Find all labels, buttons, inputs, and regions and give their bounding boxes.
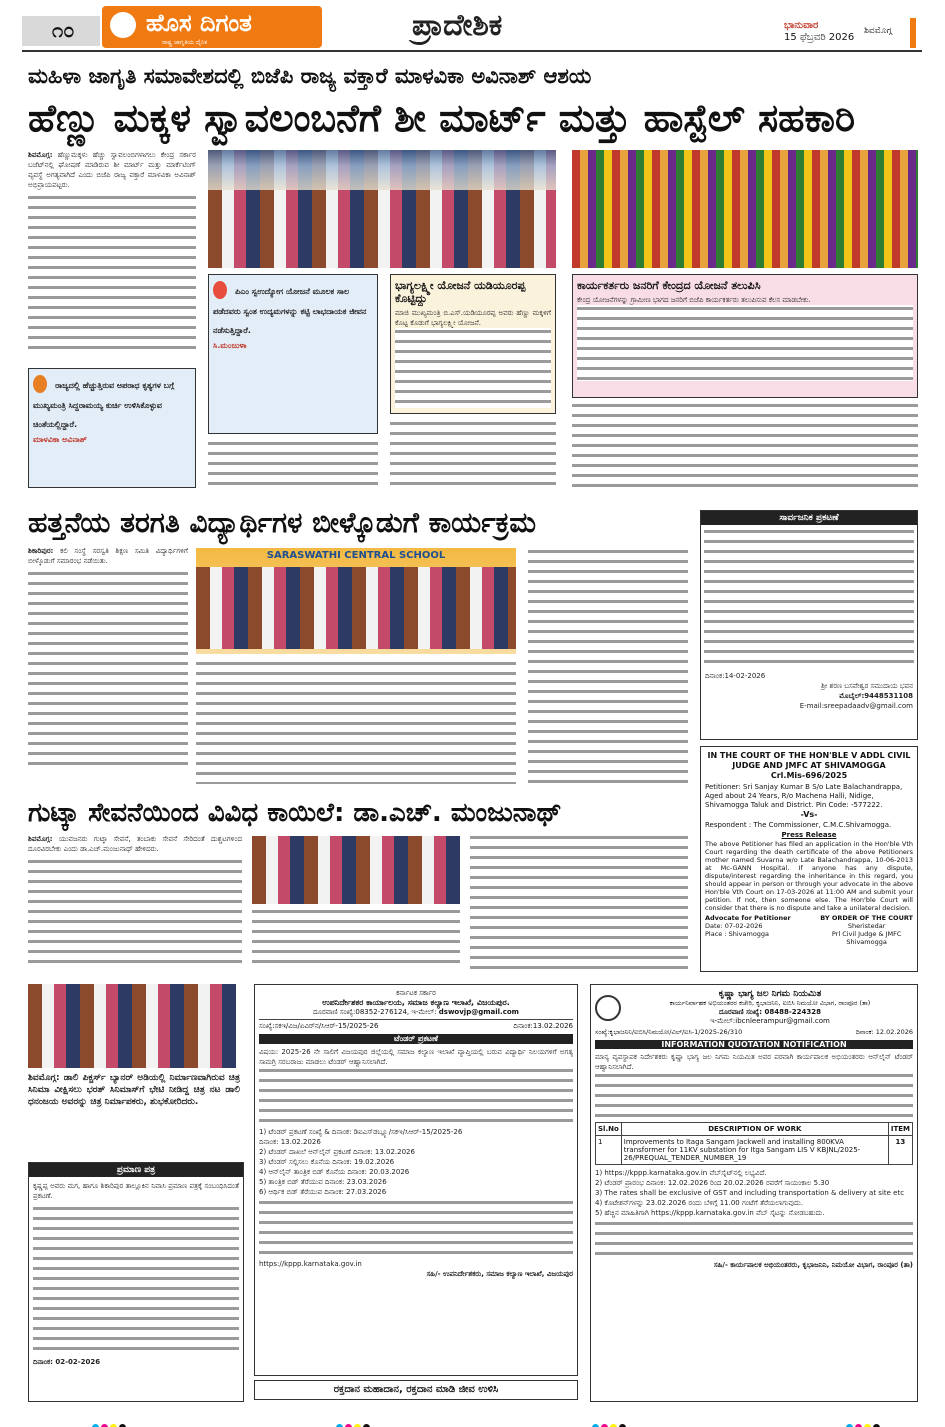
tender-sign: ಸಹಿ/- ಉಪನಿರ್ದೇಶಕರು, ಸಮಾಜ ಕಲ್ಯಾಣ ಇಲಾಖೆ, ವಿಜಯಪುರ (426, 1270, 573, 1278)
kbjnl-notice (590, 984, 918, 1402)
page-header (22, 6, 922, 48)
kbjnl-td-desc: Improvements to Itaga Sangam Jackwell and installing 800KVA transformer for 11KV substation for Itga Sangam LIS V KBJNL/2025-26/PREQUAL_TENDER_NUMBER_19 (621, 1136, 888, 1165)
court-order: BY ORDER OF THE COURT (820, 914, 913, 922)
story2-body-text (28, 570, 188, 770)
story2-col2-text (196, 660, 516, 784)
kbjnl-more (595, 1220, 913, 1260)
print-registration-marks (0, 1412, 945, 1427)
box1-title: ಭಾಗ್ಯಲಕ್ಷ್ಮೀ ಯೋಜನೆ ಯಡಿಯೂರಪ್ಪ ಕೊಟ್ಟಿದ್ದು (395, 279, 526, 305)
box-karyakartaru (572, 274, 918, 398)
tender-d3: 3) ಟೆಂಡರ್ ಸಲ್ಲಿಸಲು ಕೊನೆಯ ದಿನಾಂಕ: 19.02.2026 (259, 1158, 395, 1166)
quote-drop-icon (33, 375, 47, 393)
story1-col4-text (572, 402, 918, 490)
blood-donation-slogan: ರಕ್ತದಾನ ಮಹಾದಾನ, ರಕ್ತದಾನ ಮಾಡಿ ಜೀವ ಉಳಿಸಿ (254, 1380, 578, 1400)
court-adv: Advocate for Petitioner (705, 914, 791, 922)
court-body: The above Petitioner has filed an application in the Hon'ble Vth Court regarding the death certificate of the above Petitioners mother named Suvarna w/o Late Balachandrappa, 10-06-2013 at Mc-GANN Hospital. If anyone has any dispute, dispute/interest regarding the inheritance in this regard, you should appear in person or through your advocate in the above Hon'ble Vth Court on 17-03-2026 at 11:00 AM and submit your petition. If not, then someone else. The Hon'ble Court will consider that there is no dispute and take a unilateral decision. (705, 840, 913, 912)
court-date: Date: 07-02-2026 (705, 922, 763, 930)
tender-phone: ದೂರವಾಣಿ ಸಂಖ್ಯೆ:08352-276124, ಇ-ಮೇಲ್: (313, 1008, 437, 1016)
story1-photo-stage (208, 150, 556, 268)
issue-date-text: 15 ಫೆಬ್ರವರಿ 2026 (784, 32, 855, 43)
story1-body (28, 150, 196, 365)
kbjnl-org: ಕೃಷ್ಣಾ ಭಾಗ್ಯ ಜಲ ನಿಗಮ ನಿಯಮಿತ (718, 989, 822, 999)
quote-drop-icon-2 (213, 281, 227, 299)
kbjnl-sign: ಸಹಿ/- ಕಾರ್ಯಪಾಲಕ ಅಭಿಯಂತರರು, ಕೃಭಾಜನಿನಿ, ನಿಮಯೋ ವಿಭಾಗ, ರಾಂಪೂರ (ತಾ) (713, 1261, 913, 1269)
quote-2-by: ಸಿ.ಮಂಜುಳಾ (213, 340, 247, 350)
tender-title: ಟೆಂಡರ್ ಪ್ರಕಟಣೆ (259, 1034, 573, 1044)
tender-d1b: ದಿನಾಂಕ: 13.02.2026 (259, 1138, 321, 1146)
pramana-title: ಪ್ರಮಾಣ ಪತ್ರ (29, 1163, 243, 1177)
story3-col2-text (252, 908, 460, 970)
tender-dates (259, 1127, 573, 1197)
kbjnl-ref: ಸಂಖ್ಯೆ:ಕೃಭಾಜನಿನಿ/ಐಬಿಸಿ/ನಿಮಯೋ/ವಿಲ್/ಐಸಿ-1/2025-26/310 (595, 1028, 743, 1036)
table-row (596, 1136, 913, 1165)
page-number: ೧೦ (22, 16, 100, 46)
newspaper-logo (102, 6, 322, 48)
story3-lead: ಯುವಜನರು ಗುಟ್ಕಾ ಸೇವನೆ, ತಂಬಾಕು ಸೇವನೆ ಸೇರಿದಂತೆ ದುಶ್ಚಟಗಳಿಂದ ದೂರವಿರಬೇಕು ಎಂದು ಡಾ.ಎಚ್.ಮಂಜುನಾಥ್ ಹೇಳಿದರು. (28, 835, 242, 853)
kbjnl-intro: ಮಾನ್ಯ ವ್ಯವಸ್ಥಾಪಕ ನಿರ್ದೇಶಕರು ಕೃಷ್ಣಾ ಭಾಗ್ಯ ಜಲ ನಿಗಮ ನಿಯಮಿತ ಅವರ ಪರವಾಗಿ ಕಾರ್ಯಪಾಲಕ ಅಭಿಯಂತರರು ಆನ್‌ಲೈನ್ ಟೆಂಡರ್ ಆಹ್ವಾನಿಸಲಾಗಿದೆ. (595, 1053, 913, 1071)
kbjnl-email: ಇ-ಮೇಲ್:ibcnleerampur@gmail.com (710, 1017, 830, 1025)
kbjnl-p3: 3) The rates shall be exclusive of GST and including transportation & delivery at site etc (595, 1189, 905, 1197)
issue-date (784, 20, 854, 44)
logo-emblem-icon (110, 12, 136, 38)
pramana-body (33, 1205, 239, 1355)
kbjnl-td-slno: 1 (596, 1136, 622, 1165)
tender-d6: 6) ಆರ್ಥಿಕ ಬಿಡ್ ತೆರೆಯುವ ದಿನಾಂಕ: 27.03.2026 (259, 1188, 387, 1196)
issue-day: ಭಾನುವಾರ (784, 20, 819, 31)
kbjnl-header (595, 989, 913, 1026)
tender-gov: ಕರ್ನಾಟಕ ಸರ್ಕಾರ (396, 989, 436, 997)
court-vs: -Vs- (800, 810, 818, 819)
kbjnl-points (595, 1168, 913, 1218)
tender-d4: 4) ಆನ್‌ಲೈನ್ ತಾಂತ್ರಿಕ ಬಿಡ್ ಕೊನೆಯ ದಿನಾಂಕ: 20.03.2026 (259, 1168, 410, 1176)
story3-body-text (28, 858, 242, 968)
court-place: Place : Shivamogga (705, 930, 770, 938)
edition-city: ಶಿವಮೊಗ್ಗ (864, 26, 892, 36)
notice-email: E-mail:sreepadaadv@gmail.com (799, 702, 913, 710)
story1-body-text (28, 194, 196, 354)
box1-more-text (395, 328, 551, 408)
tender-notice (254, 984, 578, 1376)
story1-col2-text (208, 440, 378, 490)
kbjnl-sub: ಕಾರ್ಯನಿರ್ವಾಹಕ ಅಭಿಯಂತರರ ಕಚೇರಿ, ಕೃಭಾಜನಿನಿ, ಐಬಿಸಿ ನಿಮಯೋ ವಿಭಾಗ, ರಾಂಪೂರ (ತಾ) (669, 999, 871, 1007)
box1-text: ಮಾಜಿ ಮುಖ್ಯಮಂತ್ರಿ ಬಿ.ಎಸ್.ಯಡಿಯೂರಪ್ಪ ಅವರು ಹೆಣ್ಣು ಮಕ್ಕಳಿಗೆ ಕೊಟ್ಟ ಕೊಡುಗೆ ಭಾಗ್ಯಲಕ್ಷ್ಮೀ ಯೋಜನೆ. (395, 309, 551, 327)
kbjnl-td-item: 13 (888, 1136, 912, 1165)
kbjnl-p5: 5) ಹೆಚ್ಚಿನ ಮಾಹಿತಿಗಾಗಿ https://kppp.karnataka.gov.in ವೆಬ್ ಸೈಟನ್ನು ನೋಡಬಹುದು. (595, 1209, 825, 1217)
court-sign-block (705, 914, 913, 946)
story3-headline: ಗುಟ್ಕಾ ಸೇವನೆಯಿಂದ ವಿವಿಧ ಕಾಯಿಲೆ: ಡಾ.ಎಚ್. ಮಂಜುನಾಥ್ (28, 798, 562, 828)
tender-email: dswovjp@gmail.com (438, 1008, 519, 1016)
kbjnl-title: INFORMATION QUOTATION NOTIFICATION (595, 1040, 913, 1049)
tender-url: https://kppp.karnataka.gov.in (259, 1260, 362, 1268)
tender-d1: 1) ಟೆಂಡರ್ ಪ್ರಕಟಣೆ ಸಂಖ್ಯೆ & ದಿನಾಂಕ: ಡಿಐಎಸ್‌ಡಬ್ಲ್ಯೂ/ಸಕಇ/ಸಿಆರ್-15/2025-26 (259, 1128, 463, 1136)
notice-date: ದಿನಾಂಕ:14-02-2026 (705, 672, 766, 680)
court-sher: Sheristedar (847, 922, 886, 930)
box2-title: ಕಾರ್ಯಕರ್ತರು ಜನರಿಗೆ ಕೇಂದ್ರದ ಯೋಜನೆ ತಲುಪಿಸಿ (577, 279, 761, 292)
kbjnl-p1: 1) https://kppp.karnataka.gov.in ವೆಬ್‌ಸೈಟ್‌ನಲ್ಲಿ ಲಭ್ಯವಿದೆ. (595, 1169, 767, 1177)
tender-d5: 5) ತಾಂತ್ರಿಕ ಬಿಡ್ ತೆರೆಯುವ ದಿನಾಂಕ: 23.03.2026 (259, 1178, 387, 1186)
tender-body-more (259, 1067, 573, 1127)
court-loc: Shivamogga (846, 938, 887, 946)
kbjnl-work-table (595, 1122, 913, 1165)
notice-title: ಸಾರ್ವಜನಿಕ ಪ್ರಕಟಣೆ (701, 511, 917, 525)
story1-kicker: ಮಹಿಳಾ ಜಾಗೃತಿ ಸಮಾವೇಶದಲ್ಲಿ ಬಿಜೆಪಿ ರಾಜ್ಯ ವಕ್ತಾರೆ ಮಾಳವಿಕಾ ಅವಿನಾಶ್ ಆಶಯ (28, 64, 592, 88)
kbjnl-ref-row (595, 1028, 913, 1037)
court-petitioner: Petitioner: Sri Sanjay Kumar B S/o Late Balachandrappa, Aged about 24 Years, R/o Machena Halli, Nidige, Shivamogga Taluk and District. Pin Code: -577222. (705, 783, 903, 809)
quote-2-text: ಪಿಎಂ ಸ್ವಉದ್ಯೋಗ ಯೋಜನೆ ಮೂಲಕ ಸಾಲ ಪಡೆದವರು ಸ್ವಂತ ಉದ್ಯಮಗಳನ್ನು ಕಟ್ಟಿ ಲಾಭದಾಯಕ ಜೀವನ ನಡೆಸುತ್ತಿದ್ದಾರೆ. (213, 287, 367, 335)
story2-body (28, 546, 188, 786)
pramana-date: ದಿನಾಂಕ: 02-02-2026 (33, 1358, 101, 1366)
brief-photo (28, 984, 236, 1068)
quote-box-2 (208, 274, 378, 434)
story3-dateline: ಶಿವಮೊಗ್ಗ: (28, 835, 53, 843)
court-case: Crl.Mis-696/2025 (770, 771, 848, 780)
story3-photo (252, 836, 460, 904)
story3-col3-text (470, 834, 688, 970)
tender-ref: ಸಂಖ್ಯೆ:ಸಕಇ/ವಿಜ/ಏವಿರ್‌ನ/ಸಿಆರ್-15/2025-26 (259, 1022, 379, 1030)
box-bhagyalakshmi (390, 274, 556, 414)
kbjnl-th-item: ITEM (888, 1123, 912, 1136)
story1-photo-crowd (572, 150, 918, 268)
story2-photo (196, 548, 516, 654)
kbjnl-th-slno: Sl.No (596, 1123, 622, 1136)
kbjnl-emblem-icon (595, 995, 621, 1021)
tender-office: ಉಪನಿರ್ದೇಶಕರ ಕಾರ್ಯಾಲಯ, ಸಮಾಜ ಕಲ್ಯಾಣ ಇಲಾಖೆ, ವಿಜಯಪುರ. (322, 998, 510, 1007)
notice-mobile: ಮೊಬೈಲ್:9448531108 (839, 692, 913, 700)
quote-1-text: ರಾಜ್ಯದಲ್ಲಿ ಹೆಚ್ಚುತ್ತಿರುವ ಅಪರಾಧ ಕೃತ್ಯಗಳ ಬಗ್ಗೆ ಮುಖ್ಯಮಂತ್ರಿ ಸಿದ್ದರಾಮಯ್ಯ ಕುರ್ಚಿ ಉಳಿಸಿಕೊಳ್ಳುವ ಚಿಂತೆಯಲ್ಲಿದ್ದಾರೆ. (33, 381, 175, 429)
box2-text: ಕೇಂದ್ರ ಯೋಜನೆಗಳನ್ನು ಗ್ರಾಮೀಣ ಭಾಗದ ಜನರಿಗೆ ಬಿಜೆಪಿ ಕಾರ್ಯಕರ್ತರು ತಲುಪಿಸುವ ಕೆಲಸ ಮಾಡಬೇಕು. (577, 296, 811, 304)
court-notice (700, 746, 918, 972)
notice-footer (701, 671, 917, 711)
kbjnl-intro-more (595, 1072, 913, 1122)
logo-text: ಹೊಸ ದಿಗಂತ (146, 9, 252, 37)
story2-headline: ಹತ್ತನೆಯ ತರಗತಿ ವಿದ್ಯಾರ್ಥಿಗಳ ಬೀಳ್ಕೊಡುಗೆ ಕಾರ್ಯಕ್ರಮ (28, 506, 536, 539)
story1-headline: ಹೆಣ್ಣು ಮಕ್ಕಳ ಸ್ವಾವಲಂಬನೆಗೆ ಶೀ ಮಾರ್ಟ್ ಮತ್ತು ಹಾಸ್ಟೆಲ್ ಸಹಕಾರಿ (28, 96, 856, 140)
box2-more-text (577, 305, 913, 381)
court-respondent: Respondent : The Commissioner, C.M.C.Shivamogga. (705, 821, 892, 829)
quote-1-by: ಮಾಳವಿಕಾ ಅವಿನಾಶ್ (33, 434, 87, 444)
tender-body: ವಿಷಯ: 2025-26 ನೇ ಸಾಲಿಗೆ ವಿಜಯಪುರ ಜಿಲ್ಲೆಯಲ್ಲಿ ಸಮಾಜ ಕಲ್ಯಾಣ ಇಲಾಖೆ ವ್ಯಾಪ್ತಿಯಲ್ಲಿ ಬರುವ ವಿದ್ಯಾರ್ಥಿ ನಿಲಯಗಳಿಗೆ ಅಗತ್ಯ ಸಾಮಗ್ರಿ ಸರಬರಾಜು ಮಾಡಲು ಟೆಂಡರ್ ಆಹ್ವಾನಿಸಲಾಗಿದೆ. (259, 1048, 573, 1066)
photo-sign-text: SARASWATHI CENTRAL SCHOOL (266, 550, 446, 561)
story1-lead: ಹೆಣ್ಣುಮಕ್ಕಳು ಹೆಚ್ಚು ಸ್ವಾವಲಂಬಿಗಳಾಗಲು ಕೇಂದ್ರ ಸರ್ಕಾರ ಬಜೆಟ್‌ನಲ್ಲಿ ಘೋಷಣೆ ಮಾಡಿರುವ ಶೀ ಮಾರ್ಟ್ ಮತ್ತು ಮಾರ್ಕೆಟಿಂಗ್ ವ್ಯವಸ್ಥೆ ಅಗತ್ಯವಾಗಿದೆ ಎಂದು ಬಿಜೆಪಿ ರಾಜ್ಯ ವಕ್ತಾರೆ ಮಾಳವಿಕಾ ಅವಿನಾಶ್ ಅಭಿಪ್ರಾಯಪಟ್ಟರು. (28, 151, 196, 189)
story1-col3-text (390, 420, 556, 490)
kbjnl-date: ದಿನಾಂಕ: 12.02.2026 (855, 1028, 913, 1036)
tender-contact (259, 1008, 573, 1017)
story1-dateline: ಶಿವಮೊಗ್ಗ: (28, 151, 53, 159)
story3-body (28, 834, 242, 970)
tender-ref-row (259, 1019, 573, 1031)
notice-signer: ಶ್ರೀ ಶರಣ ಬಸವೇಶ್ವರ ಸಮುದಾಯ ಭವನ (821, 682, 913, 690)
court-judge: Prl Civil Judge & JMFC (831, 930, 902, 938)
court-title: IN THE COURT OF THE HON'BLE V ADDL CIVIL JUDGE AND JMFC AT SHIVAMOGGA (707, 751, 911, 770)
certificate-notice (28, 1162, 244, 1402)
story2-lead: ಕಲಿ ಸಂಸ್ಥೆ ಸರಸ್ವತಿ ಶಿಕ್ಷಣ ಸಮಿತಿ ವಿದ್ಯಾರ್ಥಿಗಳಿಗೆ ಬೀಳ್ಕೊಡುಗೆ ಸಮಾರಂಭ ನಡೆಯಿತು. (28, 547, 188, 565)
pramana-text: ಕೃಷ್ಣಪ್ಪ ಅವರು ಮಗ, ಹಾಗೂ ಶಿಕಾರಿಪುರ ತಾಲ್ಲೂಕಿನ ನಿವಾಸಿ ಪ್ರಮಾಣ ಪತ್ರಕ್ಕೆ ಸಂಬಂಧಿಸಿದಂತೆ ಪ್ರಕಟಣೆ. (33, 1182, 239, 1200)
kbjnl-p2: 2) ಟೆಂಡರ್ ಪ್ರಾರಂಭ ದಿನಾಂಕ: 12.02.2026 ರಿಂದ 20.02.2026 ರವರೆಗೆ ಸಾಯಂಕಾಲ 5.30 (595, 1179, 830, 1187)
logo-tagline: ರಾಷ್ಟ್ರ ಜಾಗೃತಿಯ ದೈನಿಕ (162, 39, 208, 46)
kbjnl-phone: ದೂರವಾಣಿ ಸಂಖ್ಯೆ: 08488-224328 (719, 1008, 821, 1016)
kbjnl-th-desc: DESCRIPTION OF WORK (621, 1123, 888, 1136)
header-rule (22, 50, 922, 52)
kbjnl-p4: 4) ಕೊಟೇಶನ್‌ಗಳನ್ನು 23.02.2026 ರಂದು ಬೆಳಿಗ್ಗೆ 11.00 ಗಂಟೆಗೆ ತೆರೆಯಲಾಗುವುದು. (595, 1199, 803, 1207)
public-notice (700, 510, 918, 740)
tender-date: ದಿನಾಂಕ:13.02.2026 (513, 1022, 573, 1030)
tender-d2: 2) ಟೆಂಡರ್ ದಾಖಲೆ ಆನ್‌ಲೈನ್ ಪ್ರಕಟಣೆ ದಿನಾಂಕ: 13.02.2026 (259, 1148, 415, 1156)
brief-caption: ಶಿವಮೊಗ್ಗ: ಡಾಲಿ ಪಿಕ್ಚರ್ಸ್ ಬ್ಯಾನರ್ ಅಡಿಯಲ್ಲಿ ನಿರ್ಮಾಣವಾಗಿರುವ ಚಿತ್ರ ಸಿನಿಮಾ ವೀಕ್ಷಿಸಲು ಭರತ್ ಸಿನಿಮಾಸ್‌ಗೆ ಭೇಟಿ ನೀಡಿದ್ದ ಚಿತ್ರ ನಟ ಡಾಲಿ ಧನಂಜಯ ಅವರನ್ನು ಚಿತ್ರ ನಿರ್ಮಾಪಕರು, ಶುಭಕೋರಿದರು. (28, 1073, 240, 1107)
tender-conditions (259, 1199, 573, 1259)
header-accent (910, 18, 916, 48)
story2-col3-text (528, 548, 688, 784)
quote-box-1 (28, 368, 196, 488)
story2-dateline: ಶಿಕಾರಿಪುರ: (28, 547, 54, 555)
notice-body-text (704, 528, 914, 668)
court-press: Press Release (781, 831, 837, 839)
section-title: ಪ್ರಾದೇಶಿಕ (412, 8, 503, 43)
